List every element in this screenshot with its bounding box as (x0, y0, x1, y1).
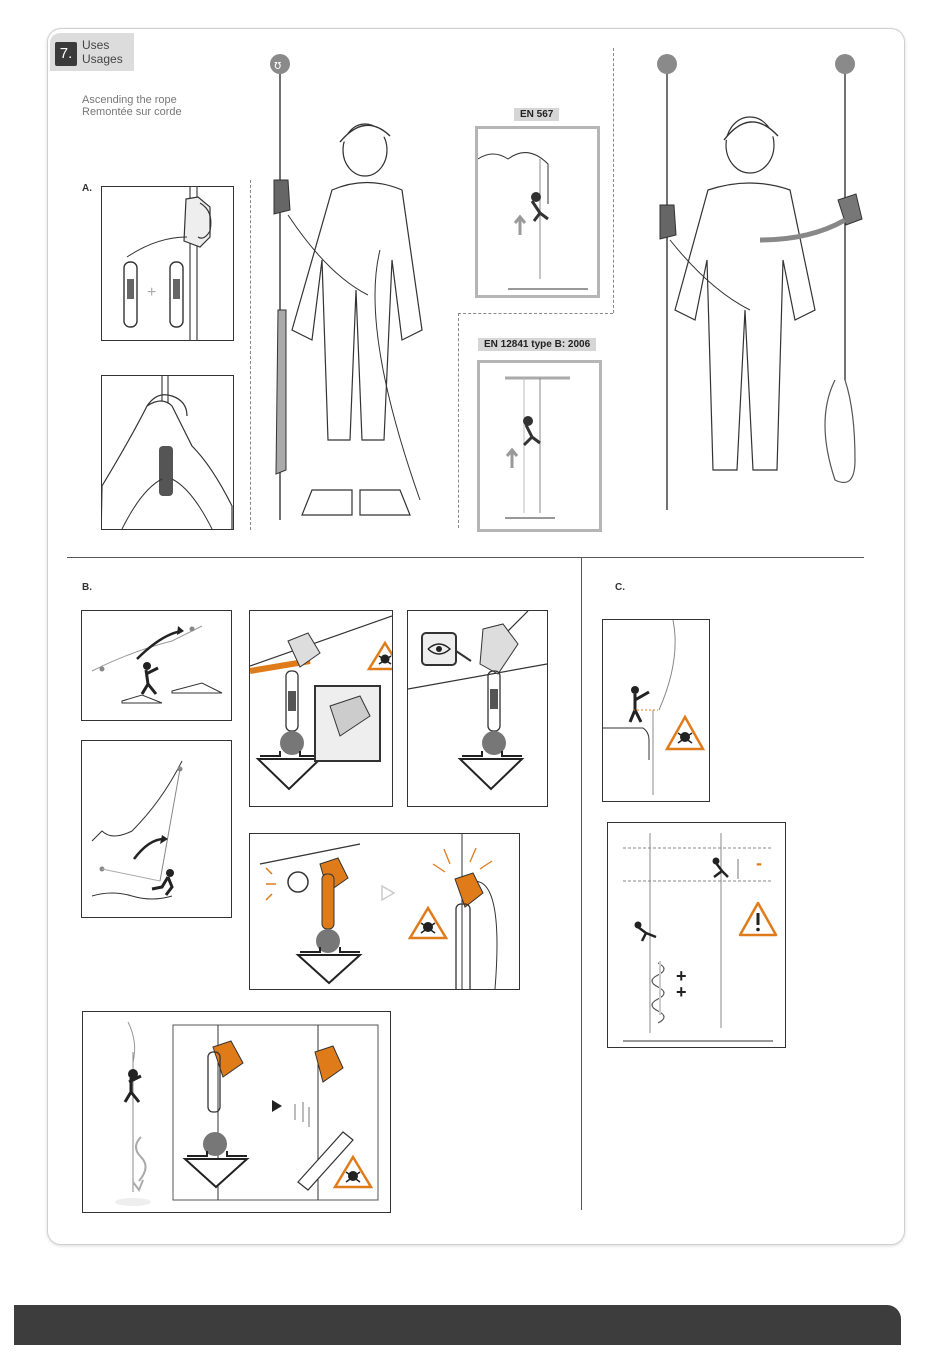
panel-c-stretch (607, 822, 786, 1048)
section-title (82, 38, 123, 66)
illustration-climber-double-rope (640, 50, 870, 530)
subtitle-en: Ascending the rope (82, 94, 177, 106)
illustration-en567 (478, 129, 597, 295)
part-b-label: B. (82, 582, 92, 593)
subtitle (82, 94, 182, 118)
warning-exclamation-icon (738, 901, 778, 937)
section-title-en: Uses (82, 38, 110, 52)
panel-b-visual-check (407, 610, 548, 807)
divider-vertical (581, 557, 582, 1210)
footer-bar (14, 1305, 901, 1345)
divider-horizontal (67, 557, 864, 558)
panel-a-attach (101, 186, 234, 341)
panel-en12841 (477, 360, 602, 532)
plus-symbols (676, 968, 687, 1000)
illustration-traverse (82, 611, 231, 720)
panel-en567 (475, 126, 600, 298)
divider-dashed-4 (458, 313, 459, 528)
panel-b-danger-load (249, 610, 393, 807)
minus-symbol: - (756, 853, 762, 873)
part-a-label: A. (82, 183, 92, 194)
illustration-edge (603, 620, 709, 801)
illustration-en12841 (480, 363, 599, 529)
illustration-attach (102, 187, 233, 340)
standard-badge-en12841: EN 12841 type B: 2006 (478, 338, 596, 351)
divider-dashed-2 (613, 48, 614, 313)
part-c-label: C. (615, 582, 625, 593)
eye-check-icon (426, 639, 452, 659)
svg-text:+: + (147, 284, 157, 301)
panel-b-incorrect-install (249, 833, 520, 990)
svg-text:ʊ: ʊ (274, 58, 282, 72)
danger-skull-icon (408, 906, 448, 940)
divider-dashed (250, 180, 251, 530)
standard-badge-en567: EN 567 (514, 108, 559, 121)
danger-skull-icon (368, 641, 393, 671)
section-number: 7. (55, 42, 77, 66)
illustration-hands (102, 376, 233, 529)
outline-arrow-icon (380, 884, 396, 902)
panel-a-hands (101, 375, 234, 530)
section-title-fr: Usages (82, 52, 123, 66)
plus-symbol-1: + (676, 966, 687, 986)
play-arrow-icon (271, 1100, 283, 1112)
panel-c-edge (602, 619, 710, 802)
panel-b-traverse (81, 610, 232, 721)
plus-symbol-2: + (676, 982, 687, 1002)
illustration-pendulum (82, 741, 231, 917)
anchor-icon (835, 54, 855, 74)
panel-b-fall (82, 1011, 391, 1213)
divider-dashed-3 (458, 313, 613, 314)
anchor-icon (657, 54, 677, 74)
subtitle-fr: Remontée sur corde (82, 106, 182, 118)
panel-b-pendulum (81, 740, 232, 918)
illustration-climber-front (260, 50, 450, 530)
danger-skull-icon (665, 715, 705, 751)
danger-skull-icon (333, 1155, 373, 1189)
illustration-incorrect-install (250, 834, 519, 989)
